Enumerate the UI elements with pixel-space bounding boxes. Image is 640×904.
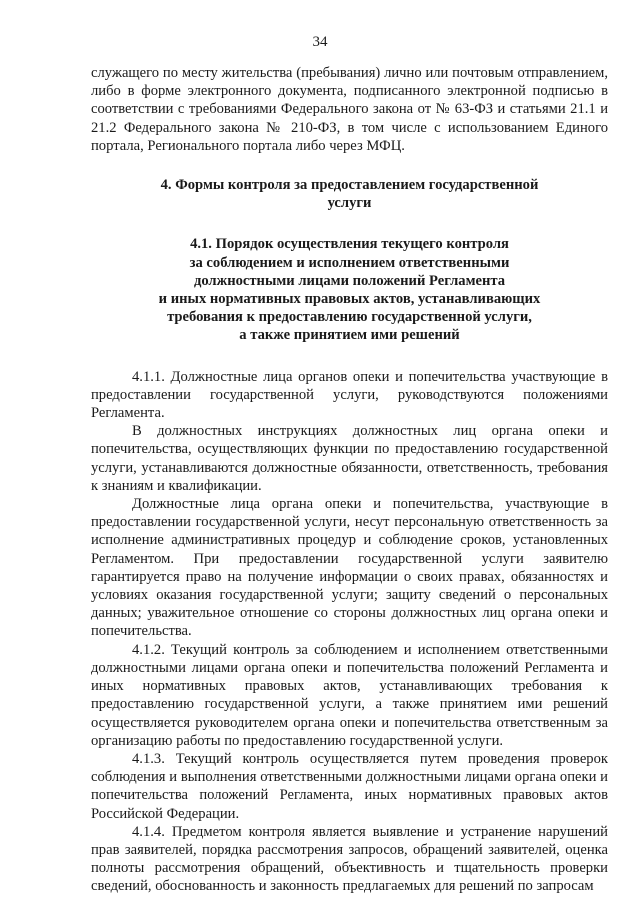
paragraph-responsibility: Должностные лица органа опеки и попечительства, участвующие в предоставлении государственной услуги, несут персональную ответственность за исполнение административных процедур и соблюдение сроков, установленных Регламентом. При предоставлении государственной услуги заявителю гарантируется право на получение информации о своих правах, обязанностях и условиях оказания государственной услуги; защиту сведений о персональных данных; уважительное отношение со стороны должностных лиц органа опеки и попечительства. (91, 496, 608, 640)
subsection-heading-line: должностными лицами положений Регламента (193, 272, 506, 289)
paragraph-4-1-1: 4.1.1. Должностные лица органов опеки и попечительства участвующие в предоставлении государственной услуги, руководствуются положениями Регламента. (91, 368, 608, 422)
paragraph-4-1-2: 4.1.2. Текущий контроль за соблюдением и исполнением ответственными должностными лицами органа опеки и попечительства положений Регламента и иных нормативных правовых актов, устанавливающих требования к предоставлению государственной услуги, а также принятием ими решений осуществляется руководителем органа опеки и попечительства ответственным за организацию работы по предоставлению государственной услуги. (91, 641, 608, 749)
page-body (91, 64, 608, 896)
subsection-heading-line: требования к предоставлению государственной услуги, (167, 309, 532, 326)
section-heading (91, 176, 608, 212)
subsection-heading-line: 4.1. Порядок осуществления текущего контроля (190, 236, 509, 253)
paragraph-4-1-4: 4.1.4. Предметом контроля является выявление и устранение нарушений прав заявителей, порядка рассмотрения запросов, обращений заявителей, оценка полноты рассмотрения обращений, объективность и тщательность проверки сведений, обоснованность и законность предлагаемых для решений по запросам (91, 823, 608, 895)
subsection-heading-line: а также принятием ими решений (239, 327, 460, 344)
section-heading-line: 4. Формы контроля за предоставлением государственной (160, 177, 539, 194)
subsection-heading (91, 235, 608, 344)
section-heading-line: услуги (327, 195, 372, 212)
paragraph-4-1-3: 4.1.3. Текущий контроль осуществляется путем проведения проверок соблюдения и выполнения ответственными должностными лицами органа опеки и попечительства положений Регламента, иных нормативных правовых актов Российской Федерации. (91, 750, 608, 822)
page-number: 34 (312, 34, 328, 50)
paragraph-job-instructions: В должностных инструкциях должностных лиц органа опеки и попечительства, осуществляющих функции по предоставлению государственной услуги, устанавливаются должностные обязанности, ответственность, требования к знаниям и квалификации. (91, 423, 608, 494)
continuation-paragraph: служащего по месту жительства (пребывания) лично или почтовым отправлением, либо в форме электронного документа, подписанного электронной подписью в соответствии с требованиями Федерального закона от № 63-ФЗ и статьями 21.1 и 21.2 Федерального закона № 210-ФЗ, в том числе с использованием Единого портала, Регионального портала либо через МФЦ. (91, 65, 608, 154)
subsection-heading-line: за соблюдением и исполнением ответственными (189, 254, 510, 271)
subsection-heading-line: и иных нормативных правовых актов, устанавливающих (158, 291, 541, 308)
